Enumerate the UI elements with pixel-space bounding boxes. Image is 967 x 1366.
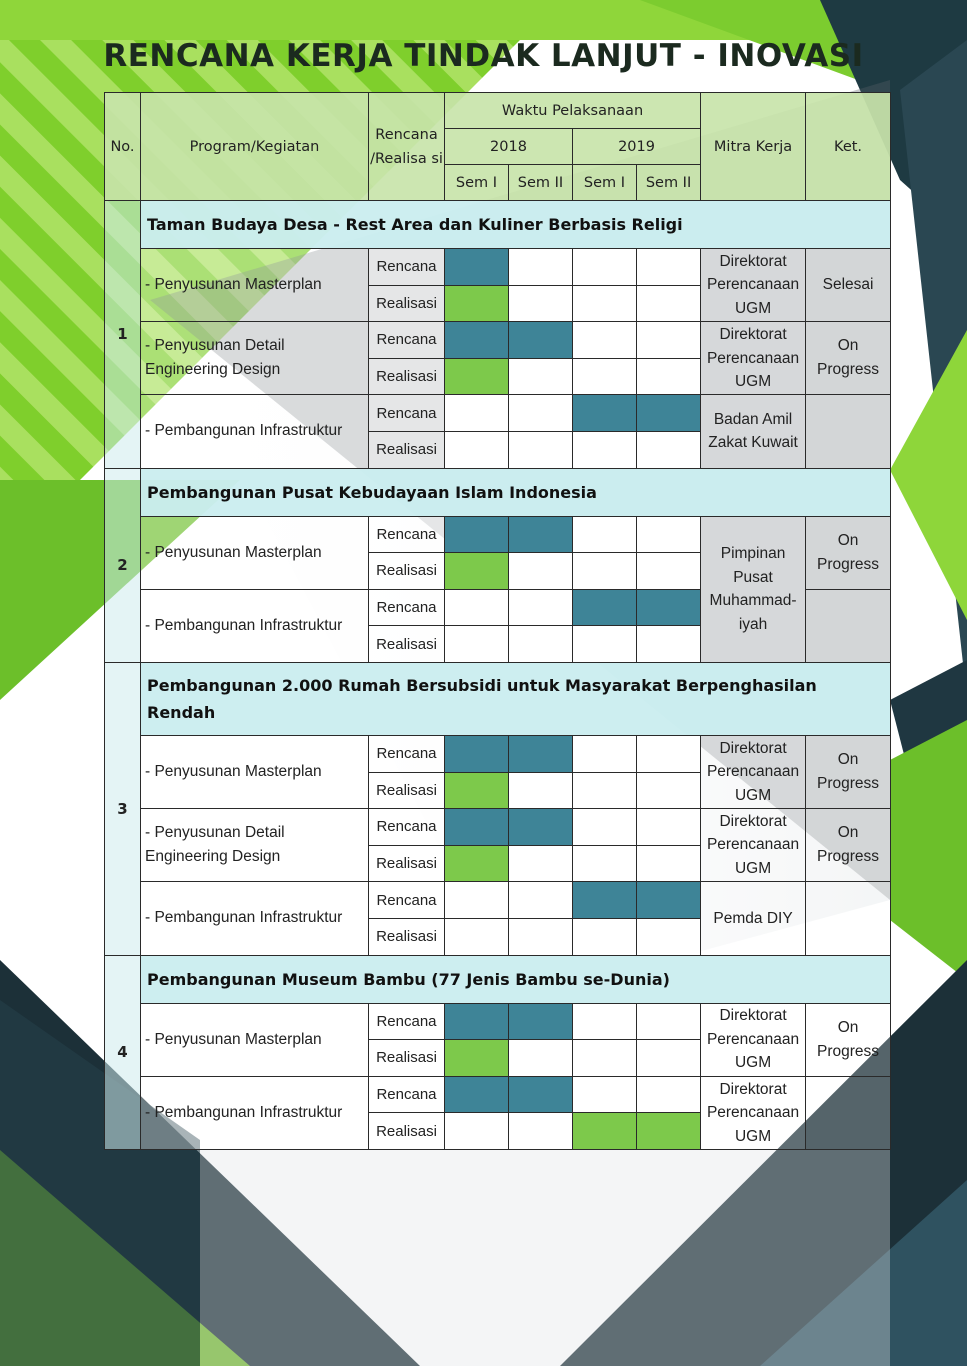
timeline-cell-empty xyxy=(573,358,637,395)
timeline-cell-empty xyxy=(509,772,573,809)
section-number: 4 xyxy=(105,955,141,1149)
timeline-cell-empty xyxy=(573,1076,637,1113)
plan-row xyxy=(105,809,891,846)
timeline-cell-empty xyxy=(637,626,701,663)
partner-cell: Direktorat Perencanaan UGM xyxy=(701,809,806,882)
status-note: On Progress xyxy=(806,322,891,395)
header-year-2019: 2019 xyxy=(573,129,701,165)
timeline-cell-plan xyxy=(509,1076,573,1113)
section-row xyxy=(105,662,891,735)
partner-cell: Direktorat Perencanaan UGM xyxy=(701,1003,806,1076)
timeline-cell-empty xyxy=(637,1003,701,1040)
timeline-cell-empty xyxy=(573,1003,637,1040)
timeline-cell-empty xyxy=(445,882,509,919)
header-program: Program/Kegiatan xyxy=(141,93,369,201)
real-label: Realisasi xyxy=(369,1113,445,1150)
status-note: On Progress xyxy=(806,735,891,808)
header-sem1-2019: Sem I xyxy=(573,165,637,201)
header-partner: Mitra Kerja xyxy=(701,93,806,201)
timeline-cell-empty xyxy=(637,285,701,322)
timeline-cell-empty xyxy=(509,589,573,626)
timeline-cell-real xyxy=(445,1040,509,1077)
plan-label: Rencana xyxy=(369,516,445,553)
activity-name: - Penyusunan Detail Engineering Design xyxy=(141,322,369,395)
plan-label: Rencana xyxy=(369,395,445,432)
timeline-cell-empty xyxy=(445,1113,509,1150)
status-note xyxy=(806,1076,891,1149)
section-title: Pembangunan Museum Bambu (77 Jenis Bambu se-Dunia) xyxy=(141,955,891,1003)
status-note xyxy=(806,882,891,955)
plan-table xyxy=(104,92,891,1150)
timeline-cell-empty xyxy=(637,358,701,395)
header-sem2-2018: Sem II xyxy=(509,165,573,201)
status-note xyxy=(806,589,891,662)
real-label: Realisasi xyxy=(369,553,445,590)
timeline-cell-empty xyxy=(637,809,701,846)
plan-label: Rencana xyxy=(369,735,445,772)
activity-name: - Pembangunan Infrastruktur xyxy=(141,1076,369,1149)
timeline-cell-plan xyxy=(637,395,701,432)
timeline-cell-empty xyxy=(573,431,637,468)
header-sem2-2019: Sem II xyxy=(637,165,701,201)
timeline-cell-empty xyxy=(573,845,637,882)
timeline-cell-plan xyxy=(637,589,701,626)
plan-label: Rencana xyxy=(369,322,445,359)
timeline-cell-empty xyxy=(573,772,637,809)
activity-name: - Penyusunan Masterplan xyxy=(141,516,369,589)
table-body xyxy=(105,201,891,1150)
header-time: Waktu Pelaksanaan xyxy=(445,93,701,129)
timeline-cell-real xyxy=(445,845,509,882)
timeline-cell-empty xyxy=(637,249,701,286)
real-label: Realisasi xyxy=(369,358,445,395)
partner-cell: Direktorat Perencanaan UGM xyxy=(701,1076,806,1149)
section-number: 1 xyxy=(105,201,141,469)
activity-name: - Pembangunan Infrastruktur xyxy=(141,589,369,662)
timeline-cell-empty xyxy=(573,809,637,846)
timeline-cell-empty xyxy=(573,918,637,955)
timeline-cell-empty xyxy=(637,1076,701,1113)
real-label: Realisasi xyxy=(369,845,445,882)
timeline-cell-empty xyxy=(445,431,509,468)
timeline-cell-plan xyxy=(509,735,573,772)
timeline-cell-plan xyxy=(573,882,637,919)
timeline-cell-empty xyxy=(637,553,701,590)
plan-row xyxy=(105,322,891,359)
real-label: Realisasi xyxy=(369,285,445,322)
section-title: Pembangunan 2.000 Rumah Bersubsidi untuk Masyarakat Berpenghasilan Rendah xyxy=(141,662,891,735)
timeline-cell-empty xyxy=(509,626,573,663)
timeline-cell-real xyxy=(445,285,509,322)
timeline-cell-empty xyxy=(509,285,573,322)
timeline-cell-empty xyxy=(637,516,701,553)
status-note: Selesai xyxy=(806,249,891,322)
timeline-cell-empty xyxy=(637,1040,701,1077)
plan-row xyxy=(105,1003,891,1040)
table-header xyxy=(105,93,891,201)
partner-cell: Direktorat Perencanaan UGM xyxy=(701,322,806,395)
timeline-cell-plan xyxy=(445,322,509,359)
timeline-cell-plan xyxy=(509,809,573,846)
partner-cell: Direktorat Perencanaan UGM xyxy=(701,249,806,322)
plan-label: Rencana xyxy=(369,249,445,286)
timeline-cell-plan xyxy=(445,516,509,553)
section-row xyxy=(105,955,891,1003)
timeline-cell-plan xyxy=(445,1076,509,1113)
timeline-cell-empty xyxy=(445,626,509,663)
timeline-cell-empty xyxy=(509,845,573,882)
section-number: 2 xyxy=(105,468,141,662)
plan-row xyxy=(105,882,891,919)
timeline-cell-empty xyxy=(573,285,637,322)
timeline-cell-real xyxy=(445,553,509,590)
activity-name: - Penyusunan Masterplan xyxy=(141,735,369,808)
timeline-cell-empty xyxy=(445,918,509,955)
timeline-cell-empty xyxy=(573,553,637,590)
partner-cell: Pemda DIY xyxy=(701,882,806,955)
status-note: On Progress xyxy=(806,516,891,589)
real-label: Realisasi xyxy=(369,918,445,955)
activity-name: - Penyusunan Masterplan xyxy=(141,249,369,322)
timeline-cell-empty xyxy=(509,358,573,395)
timeline-cell-plan xyxy=(637,882,701,919)
plan-label: Rencana xyxy=(369,809,445,846)
plan-row xyxy=(105,395,891,432)
header-no: No. xyxy=(105,93,141,201)
plan-label: Rencana xyxy=(369,1076,445,1113)
timeline-cell-plan xyxy=(445,1003,509,1040)
timeline-cell-plan xyxy=(573,589,637,626)
timeline-cell-empty xyxy=(509,249,573,286)
timeline-cell-empty xyxy=(509,882,573,919)
section-row xyxy=(105,468,891,516)
timeline-cell-empty xyxy=(637,918,701,955)
activity-name: - Pembangunan Infrastruktur xyxy=(141,882,369,955)
real-label: Realisasi xyxy=(369,772,445,809)
plan-label: Rencana xyxy=(369,1003,445,1040)
real-label: Realisasi xyxy=(369,1040,445,1077)
section-row xyxy=(105,201,891,249)
activity-name: - Pembangunan Infrastruktur xyxy=(141,395,369,468)
timeline-cell-empty xyxy=(445,589,509,626)
timeline-cell-empty xyxy=(509,1040,573,1077)
timeline-cell-plan xyxy=(445,809,509,846)
section-title: Taman Budaya Desa - Rest Area dan Kuliner Berbasis Religi xyxy=(141,201,891,249)
header-year-2018: 2018 xyxy=(445,129,573,165)
section-number: 3 xyxy=(105,662,141,955)
section-title: Pembangunan Pusat Kebudayaan Islam Indonesia xyxy=(141,468,891,516)
plan-label: Rencana xyxy=(369,589,445,626)
timeline-cell-empty xyxy=(637,772,701,809)
timeline-cell-plan xyxy=(509,1003,573,1040)
timeline-cell-real xyxy=(445,358,509,395)
timeline-cell-empty xyxy=(509,1113,573,1150)
header-plan-real: Rencana /Realisa si xyxy=(369,93,445,201)
plan-label: Rencana xyxy=(369,882,445,919)
timeline-cell-empty xyxy=(637,735,701,772)
plan-row xyxy=(105,516,891,553)
timeline-cell-empty xyxy=(509,395,573,432)
timeline-cell-plan xyxy=(445,249,509,286)
timeline-cell-real xyxy=(573,1113,637,1150)
timeline-cell-empty xyxy=(573,516,637,553)
timeline-cell-real xyxy=(445,772,509,809)
real-label: Realisasi xyxy=(369,626,445,663)
timeline-cell-empty xyxy=(573,322,637,359)
real-label: Realisasi xyxy=(369,431,445,468)
timeline-cell-empty xyxy=(573,735,637,772)
timeline-cell-empty xyxy=(509,553,573,590)
plan-row xyxy=(105,249,891,286)
status-note xyxy=(806,395,891,468)
status-note: On Progress xyxy=(806,809,891,882)
header-sem1-2018: Sem I xyxy=(445,165,509,201)
activity-name: - Penyusunan Masterplan xyxy=(141,1003,369,1076)
activity-name: - Penyusunan Detail Engineering Design xyxy=(141,809,369,882)
timeline-cell-empty xyxy=(573,1040,637,1077)
partner-cell: Direktorat Perencanaan UGM xyxy=(701,735,806,808)
timeline-cell-real xyxy=(637,1113,701,1150)
timeline-cell-plan xyxy=(573,395,637,432)
timeline-cell-empty xyxy=(637,845,701,882)
timeline-cell-plan xyxy=(509,516,573,553)
timeline-cell-empty xyxy=(445,395,509,432)
timeline-cell-plan xyxy=(445,735,509,772)
timeline-cell-empty xyxy=(637,431,701,468)
timeline-cell-empty xyxy=(509,431,573,468)
timeline-cell-empty xyxy=(637,322,701,359)
header-note: Ket. xyxy=(806,93,891,201)
page-title: RENCANA KERJA TINDAK LANJUT - INOVASI xyxy=(103,38,864,74)
timeline-cell-empty xyxy=(573,249,637,286)
partner-cell: Pimpinan Pusat Muhammad-iyah xyxy=(701,516,806,662)
timeline-cell-empty xyxy=(509,918,573,955)
plan-row xyxy=(105,1076,891,1113)
timeline-cell-empty xyxy=(573,626,637,663)
status-note: On Progress xyxy=(806,1003,891,1076)
timeline-cell-plan xyxy=(509,322,573,359)
plan-row xyxy=(105,735,891,772)
partner-cell: Badan Amil Zakat Kuwait xyxy=(701,395,806,468)
